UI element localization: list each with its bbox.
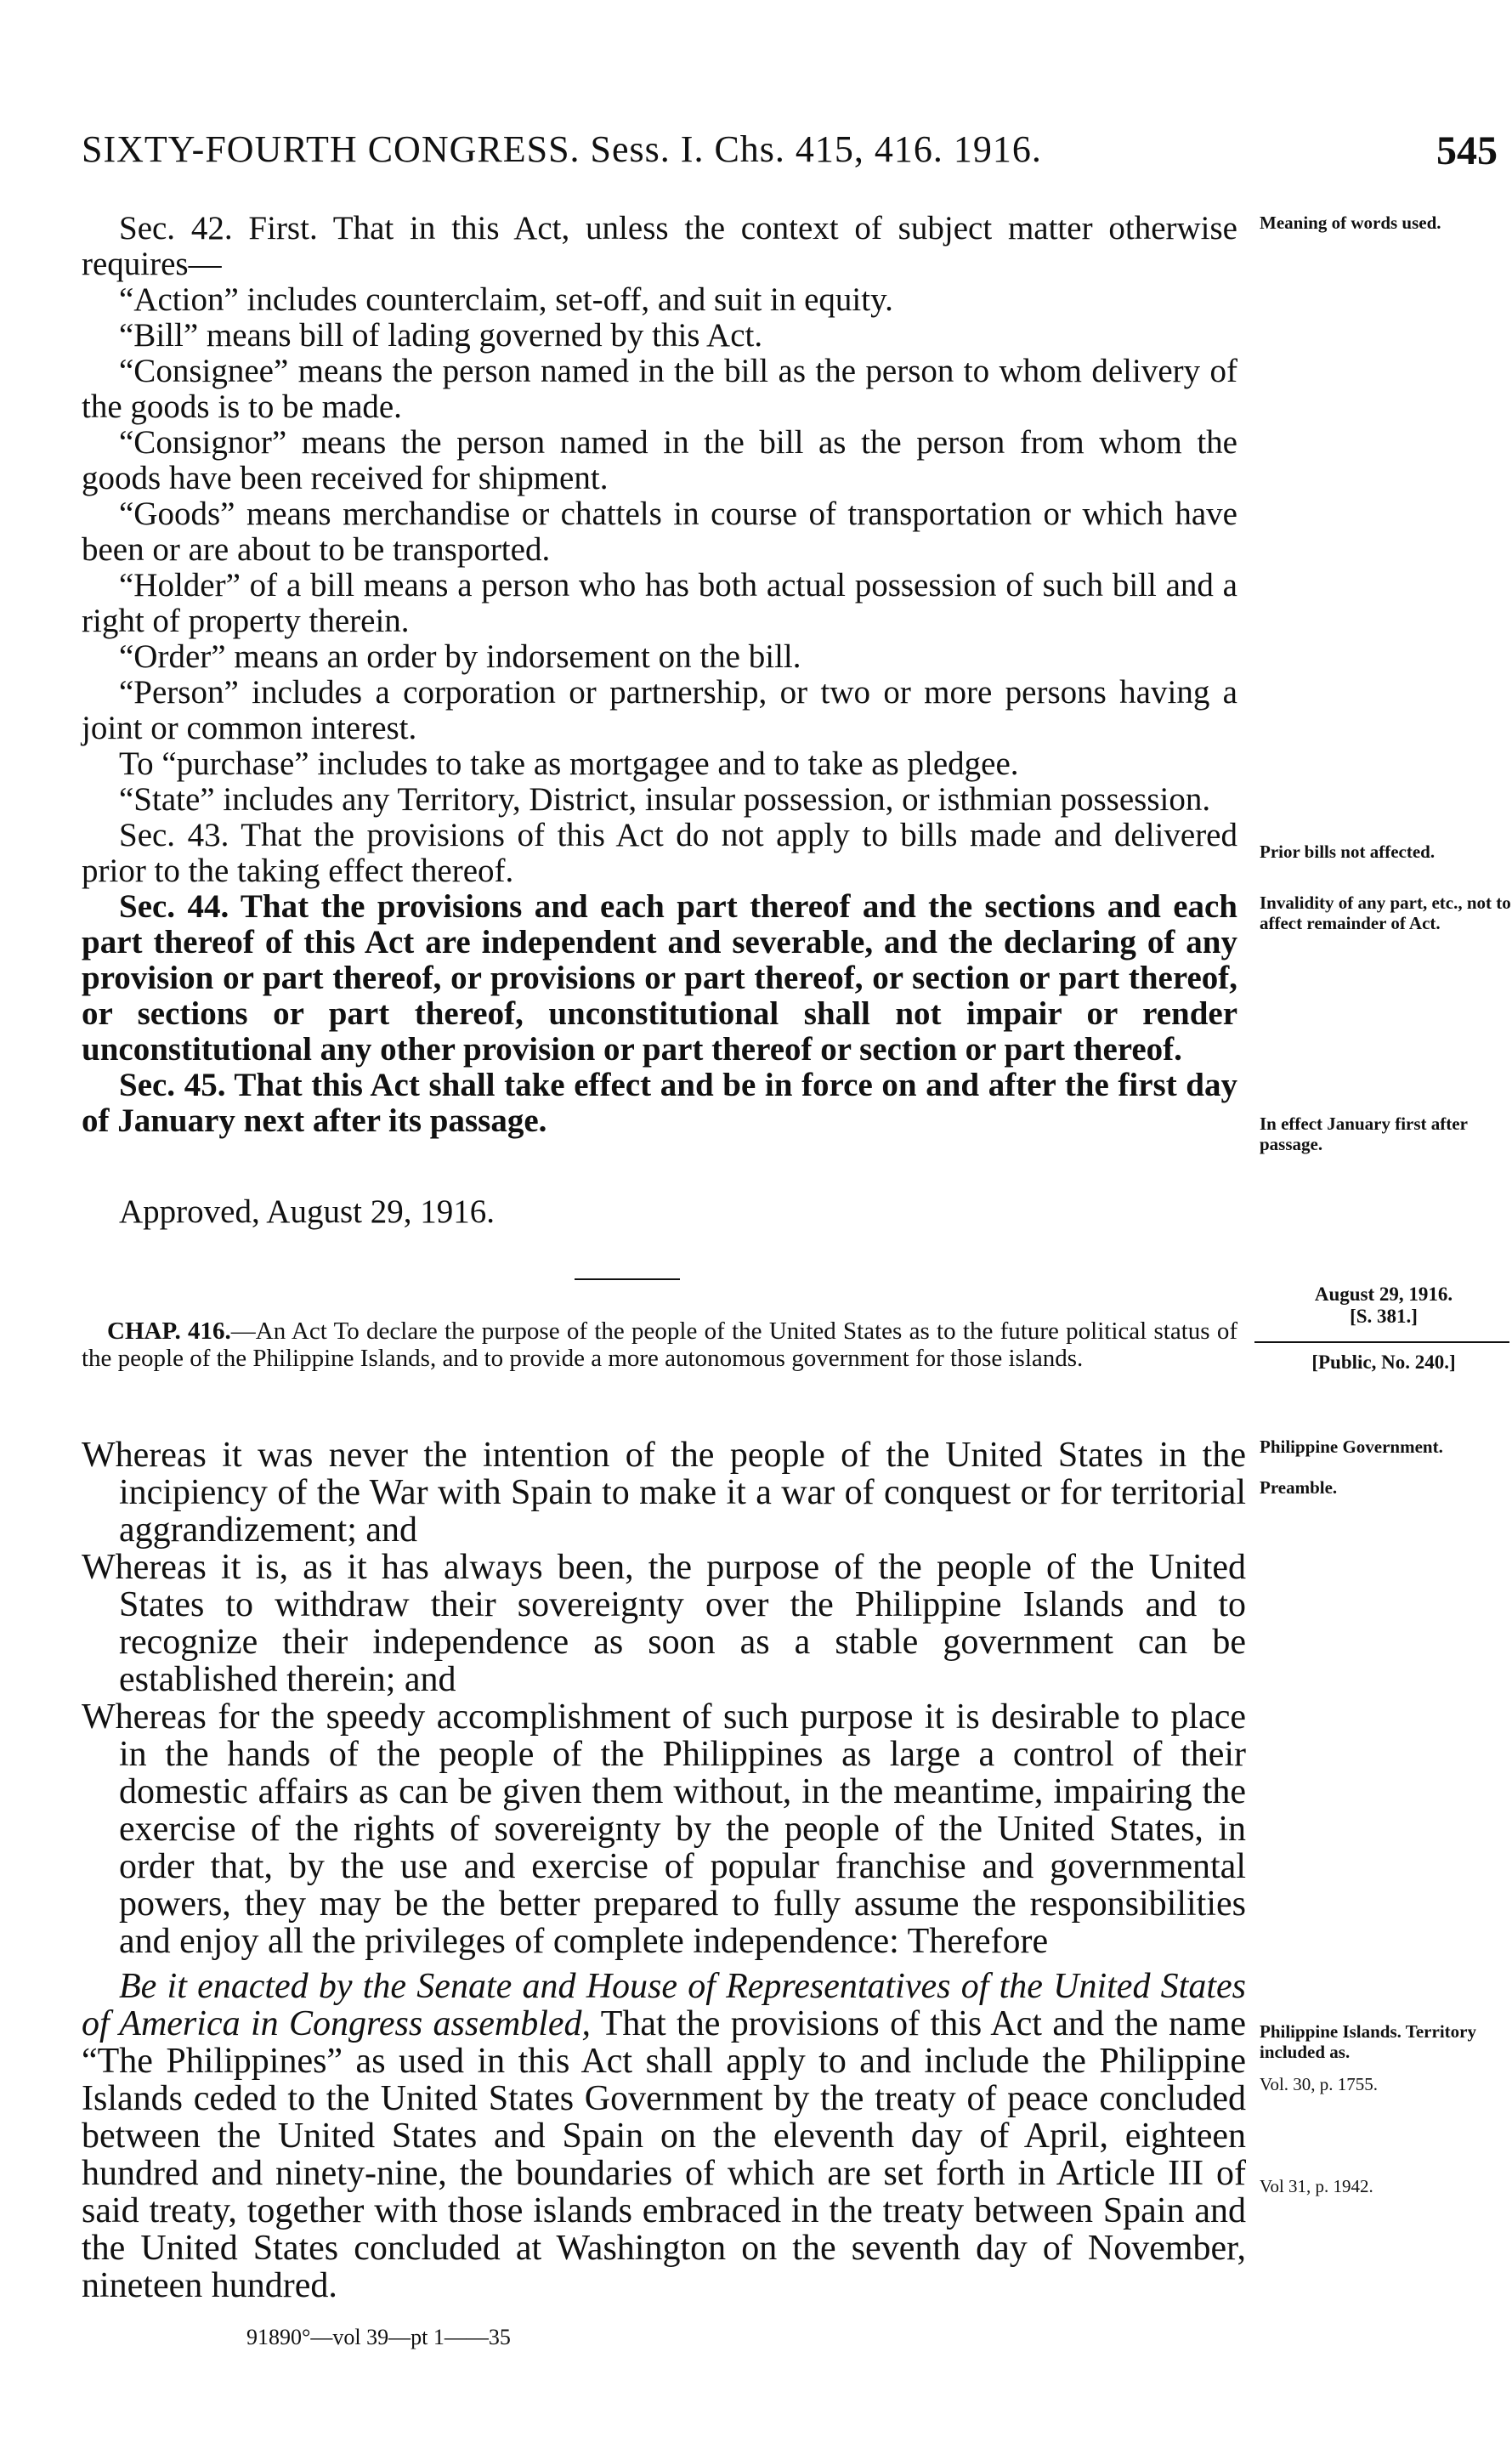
chapter-description: —An Act To declare the purpose of the people of the United States as to the future political status of the people of the Philippine Islands, and to provide a more autonomous government for those islands. (82, 1318, 1237, 1372)
def-person: “Person” includes a corporation or partnership, or two or more persons having a joint or common interest. (82, 674, 1237, 746)
chapter-date: August 29, 1916. (1314, 1284, 1453, 1305)
page-header (82, 128, 1498, 178)
def-holder: “Holder” of a bill means a person who has both actual possession of such bill and a right of property therein. (82, 567, 1237, 639)
approved-line: Approved, August 29, 1916. (119, 1193, 495, 1230)
margin-note-islands-territory: Philippine Islands. Territory included as. (1260, 2021, 1476, 2062)
sec42-intro: Sec. 42. First. That in this Act, unless the context of subject matter otherwise requires— (82, 210, 1237, 282)
def-state: “State” includes any Territory, District, insular possession, or isthmian possession. (119, 781, 1211, 818)
def-goods: “Goods” means merchandise or chattels in course of transportation or which have been or are about to be transported. (82, 496, 1237, 568)
section-divider (575, 1278, 680, 1280)
chapter-date-block (1256, 1284, 1511, 1328)
def-order: “Order” means an order by indorsement on the bill. (119, 638, 801, 675)
whereas-1: Whereas it was never the intention of the people of the United States in the incipiency of the War with Spain to make it a war of conquest or for territorial aggrandizement; and (82, 1436, 1246, 1550)
margin-note-meaning: Meaning of words used. (1260, 212, 1441, 233)
sec-44: Sec. 44. That the provisions and each part thereof and the sections and each part thereof of this Act are independent and severable, and the declaring of any provision or part thereof, or provisions or part thereof, or section or part thereof, or sections or part thereof, unconstitutional shall not impair or render unconstitutional any other provision or part thereof or section or part thereof. (82, 888, 1237, 1068)
margin-note-preamble: Preamble. (1260, 1477, 1338, 1498)
whereas-2: Whereas it is, as it has always been, the purpose of the people of the United States to withdraw their sovereignty over the Philippine Islands and to recognize their independence as soon as a stable government can be established therein; and (82, 1548, 1246, 1699)
public-law-number: [Public, No. 240.] (1311, 1352, 1456, 1373)
running-head: SIXTY-FOURTH CONGRESS. Sess. I. Chs. 415, 416. 1916. (82, 128, 1042, 170)
enacting-section (82, 1968, 1246, 2304)
enacting-text: That the provisions of this Act and the name “The Philippines” as used in this Act shall apply to and include the Philippine Islands ceded to the United States Government by the treaty of peace concluded between the United States and Spain on the eleventh day of April, eighteen hundred and ninety-nine, the boundaries of which are set forth in Article III of said treaty, together with those islands embraced in the treaty between Spain and the United States concluded at Washington on the seventh day of November, nineteen hundred. (82, 2004, 1247, 2305)
margin-note-prior-bills: Prior bills not affected. (1260, 842, 1436, 862)
margin-note-vol31: Vol 31, p. 1942. (1260, 2176, 1373, 2196)
def-bill: “Bill” means bill of lading governed by this Act. (119, 317, 763, 354)
section-42 (82, 211, 1237, 1139)
margin-note-philippine-gov: Philippine Government. (1260, 1436, 1443, 1457)
def-consignee: “Consignee” means the person named in the bill as the person to whom delivery of the goods is to be made. (82, 353, 1237, 425)
preamble (82, 1436, 1246, 1960)
senate-bill-number: [S. 381.] (1350, 1306, 1418, 1327)
margin-note-invalidity: Invalidity of any part, etc., not to affect remainder of Act. (1260, 892, 1511, 933)
sec-43: Sec. 43. That the provisions of this Act do not apply to bills made and delivered prior to the taking effect thereof. (82, 817, 1237, 889)
margin-note-in-effect: In effect January first after passage. (1260, 1114, 1468, 1154)
page-footer: 91890°—vol 39—pt 1——35 (246, 2325, 511, 2349)
def-purchase: To “purchase” includes to take as mortgagee and to take as pledgee. (119, 745, 1019, 782)
date-separator (1254, 1341, 1509, 1343)
margin-note-vol30: Vol. 30, p. 1755. (1260, 2074, 1379, 2094)
chapter-label: CHAP. 416. (107, 1318, 231, 1345)
page-number: 545 (1436, 128, 1498, 173)
whereas-3: Whereas for the speedy accomplishment of such purpose it is desirable to place in the hands of the people of the Philippines as large a control of their domestic affairs as can be given them without, in the meantime, impairing the exercise of the rights of sovereignty by the people of the United States, in order that, by the use and exercise of popular franchise and governmental powers, they may be the better prepared to fully assume the responsibilities and enjoy all the privileges of complete independence: Therefore (82, 1697, 1246, 1961)
chapter-title (82, 1318, 1237, 1372)
def-action: “Action” includes counterclaim, set-off, and suit in equity. (119, 281, 893, 318)
def-consignor: “Consignor” means the person named in the bill as the person from whom the goods have been received for shipment. (82, 424, 1237, 496)
sec-45: Sec. 45. That this Act shall take effect and be in force on and after the first day of January next after its passage. (82, 1067, 1237, 1139)
enacting-clause: Be it enacted by the Senate and House of Representatives of the United States of America in Congress assembled, (82, 1967, 1246, 2043)
